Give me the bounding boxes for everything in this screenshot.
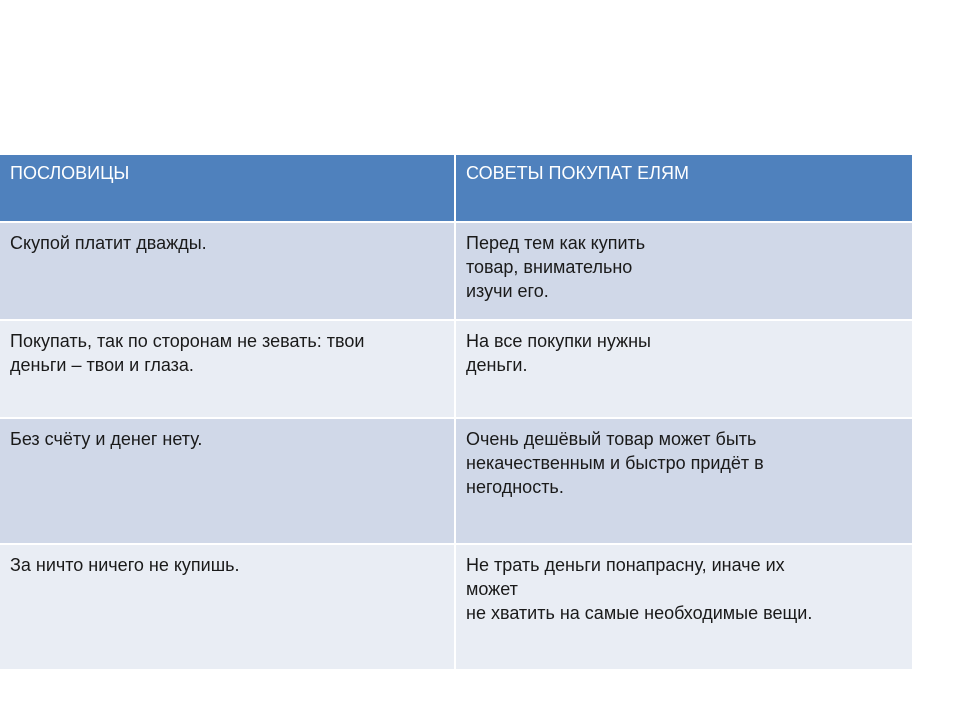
table-header-row bbox=[0, 155, 912, 223]
table-row bbox=[0, 321, 912, 419]
advice-cell: Очень дешёвый товар может быть некачественным и быстро придёт в негодность. bbox=[456, 419, 912, 543]
advice-cell: Перед тем как купить товар, внимательно изучи его. bbox=[456, 223, 912, 319]
header-cell-proverbs: ПОСЛОВИЦЫ bbox=[0, 155, 456, 221]
proverb-cell: За ничто ничего не купишь. bbox=[0, 545, 456, 669]
advice-cell: Не трать деньги понапрасну, иначе их может не хватить на самые необходимые вещи. bbox=[456, 545, 912, 669]
proverb-cell: Без счёту и денег нету. bbox=[0, 419, 456, 543]
header-cell-advice: СОВЕТЫ ПОКУПАТ ЕЛЯМ bbox=[456, 155, 912, 221]
proverb-cell: Скупой платит дважды. bbox=[0, 223, 456, 319]
table-row bbox=[0, 223, 912, 321]
proverbs-table bbox=[0, 155, 912, 671]
table-row bbox=[0, 419, 912, 545]
table-row bbox=[0, 545, 912, 671]
proverb-cell: Покупать, так по сторонам не зевать: твои деньги – твои и глаза. bbox=[0, 321, 456, 417]
advice-cell: На все покупки нужны деньги. bbox=[456, 321, 912, 417]
